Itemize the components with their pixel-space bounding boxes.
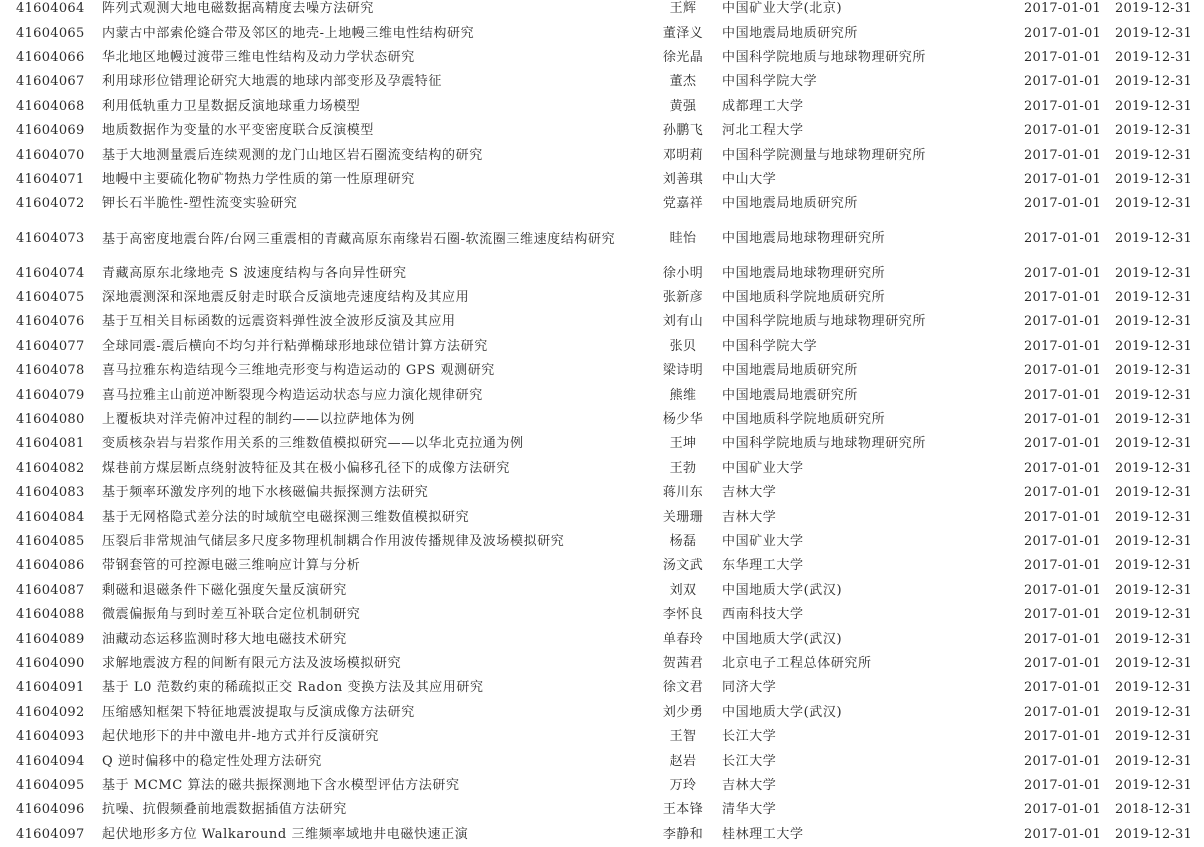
- principal-investigator: 刘有山: [662, 314, 704, 330]
- end-date: 2019-12-31: [1115, 231, 1192, 247]
- table-row: [0, 749, 1204, 773]
- project-title: 地幔中主要硫化物矿物热力学性质的第一性原理研究: [102, 171, 415, 187]
- principal-investigator: 贺茜君: [662, 655, 704, 671]
- end-date: 2019-12-31: [1115, 123, 1192, 139]
- project-title: 阵列式观测大地电磁数据高精度去噪方法研究: [102, 1, 375, 17]
- end-date: 2019-12-31: [1115, 387, 1192, 403]
- end-date: 2019-12-31: [1115, 485, 1192, 501]
- end-date: 2019-12-31: [1115, 655, 1192, 671]
- principal-investigator: 刘双: [669, 582, 697, 598]
- institution: 长江大学: [722, 753, 777, 769]
- principal-investigator: 邓明莉: [662, 147, 704, 163]
- project-code: 41604089: [16, 631, 85, 647]
- project-title: 喜马拉雅东构造结现今三维地壳形变与构造运动的 GPS 观测研究: [102, 363, 495, 379]
- project-title: 变质核杂岩与岩浆作用关系的三维数值模拟研究——以华北克拉通为例: [102, 436, 524, 452]
- institution: 长江大学: [722, 729, 777, 745]
- table-row: [0, 725, 1204, 749]
- project-title: 基于无网格隐式差分法的时域航空电磁探测三维数值模拟研究: [102, 509, 470, 525]
- project-code: 41604078: [16, 363, 85, 379]
- end-date: 2019-12-31: [1115, 49, 1192, 65]
- end-date: 2018-12-31: [1115, 802, 1192, 818]
- end-date: 2019-12-31: [1115, 25, 1192, 41]
- project-title: Q 逆时偏移中的稳定性处理方法研究: [102, 753, 322, 769]
- institution: 中国地质大学(武汉): [722, 582, 843, 598]
- project-title: 内蒙古中部索伦缝合带及邻区的地壳-上地幔三维电性结构研究: [102, 25, 475, 41]
- institution: 成都理工大学: [722, 98, 804, 114]
- table-row: [0, 359, 1204, 383]
- project-title: 基于高密度地震台阵/台网三重震相的青藏高原东南缘岩石圈-软流圈三维速度结构研究: [102, 231, 616, 247]
- principal-investigator: 蒋川东: [662, 485, 704, 501]
- project-title: 深地震测深和深地震反射走时联合反演地壳速度结构及其应用: [102, 290, 470, 306]
- table-row: [0, 774, 1204, 798]
- table-row: [0, 627, 1204, 651]
- start-date: 2017-01-01: [1024, 171, 1101, 187]
- start-date: 2017-01-01: [1024, 582, 1101, 598]
- project-code: 41604087: [16, 582, 85, 598]
- start-date: 2017-01-01: [1024, 74, 1101, 90]
- principal-investigator: 黄强: [669, 98, 697, 114]
- project-title: 油藏动态运移监测时移大地电磁技术研究: [102, 631, 347, 647]
- project-title: 基于 L0 范数约束的稀疏拟正交 Radon 变换方法及其应用研究: [102, 680, 484, 696]
- principal-investigator: 王坤: [669, 436, 697, 452]
- start-date: 2017-01-01: [1024, 558, 1101, 574]
- project-code: 41604072: [16, 196, 85, 212]
- end-date: 2019-12-31: [1115, 363, 1192, 379]
- table-row: [0, 823, 1204, 847]
- institution: 中国地震局地质研究所: [722, 363, 859, 379]
- institution: 吉林大学: [722, 777, 777, 793]
- end-date: 2019-12-31: [1115, 412, 1192, 428]
- project-code: 41604071: [16, 171, 85, 187]
- project-title: 华北地区地幔过渡带三维电性结构及动力学状态研究: [102, 49, 415, 65]
- project-code: 41604067: [16, 74, 85, 90]
- project-title: 压缩感知框架下特征地震波提取与反演成像方法研究: [102, 704, 415, 720]
- project-title: 起伏地形多方位 Walkaround 三维频率域地井电磁快速正演: [102, 826, 469, 842]
- institution: 中国矿业大学(北京): [722, 1, 843, 17]
- project-title: 青藏高原东北缘地壳 S 波速度结构与各向异性研究: [102, 265, 407, 281]
- start-date: 2017-01-01: [1024, 485, 1101, 501]
- start-date: 2017-01-01: [1024, 436, 1101, 452]
- table-row: [0, 21, 1204, 45]
- principal-investigator: 董泽义: [662, 25, 704, 41]
- end-date: 2019-12-31: [1115, 607, 1192, 623]
- end-date: 2019-12-31: [1115, 631, 1192, 647]
- project-title: 煤巷前方煤层断点绕射波特征及其在极小偏移孔径下的成像方法研究: [102, 460, 511, 476]
- principal-investigator: 熊维: [669, 387, 697, 403]
- project-code: 41604086: [16, 558, 85, 574]
- start-date: 2017-01-01: [1024, 534, 1101, 549]
- start-date: 2017-01-01: [1024, 98, 1101, 114]
- principal-investigator: 眭怡: [669, 231, 697, 247]
- end-date: 2019-12-31: [1115, 290, 1192, 306]
- table-row: [0, 0, 1204, 21]
- start-date: 2017-01-01: [1024, 196, 1101, 212]
- end-date: 2019-12-31: [1115, 729, 1192, 745]
- end-date: 2019-12-31: [1115, 147, 1192, 163]
- table-row: [0, 286, 1204, 310]
- end-date: 2019-12-31: [1115, 777, 1192, 793]
- end-date: 2019-12-31: [1115, 436, 1192, 452]
- project-title: 带钢套管的可控源电磁三维响应计算与分析: [102, 558, 361, 574]
- project-code: 41604094: [16, 753, 85, 769]
- table-row: [0, 262, 1204, 286]
- project-code: 41604096: [16, 802, 85, 818]
- principal-investigator: 董杰: [669, 74, 697, 90]
- institution: 中国地震局地球物理研究所: [722, 265, 886, 281]
- project-code: 41604084: [16, 509, 85, 525]
- project-title: 上覆板块对洋壳俯冲过程的制约——以拉萨地体为例: [102, 412, 415, 428]
- project-title: 压裂后非常规油气储层多尺度多物理机制耦合作用波传播规律及波场模拟研究: [102, 534, 565, 549]
- end-date: 2019-12-31: [1115, 196, 1192, 212]
- start-date: 2017-01-01: [1024, 25, 1101, 41]
- start-date: 2017-01-01: [1024, 753, 1101, 769]
- principal-investigator: 徐文君: [662, 680, 704, 696]
- end-date: 2019-12-31: [1115, 534, 1192, 549]
- end-date: 2019-12-31: [1115, 74, 1192, 90]
- end-date: 2019-12-31: [1115, 509, 1192, 525]
- start-date: 2017-01-01: [1024, 729, 1101, 745]
- project-code: 41604064: [16, 1, 85, 17]
- project-code: 41604092: [16, 704, 85, 720]
- project-title: 基于 MCMC 算法的磁共振探测地下含水模型评估方法研究: [102, 777, 460, 793]
- project-code: 41604075: [16, 290, 85, 306]
- start-date: 2017-01-01: [1024, 412, 1101, 428]
- principal-investigator: 党嘉祥: [662, 196, 704, 212]
- start-date: 2017-01-01: [1024, 607, 1101, 623]
- principal-investigator: 王智: [669, 729, 697, 745]
- institution: 中国地震局地质研究所: [722, 25, 859, 41]
- institution: 中国科学院地质与地球物理研究所: [722, 314, 927, 330]
- table-row: [0, 70, 1204, 94]
- table-row: [0, 652, 1204, 676]
- principal-investigator: 徐小明: [662, 265, 704, 281]
- project-code: 41604081: [16, 436, 85, 452]
- institution: 东华理工大学: [722, 558, 804, 574]
- institution: 中国科学院测量与地球物理研究所: [722, 147, 927, 163]
- table-row: [0, 119, 1204, 143]
- project-title: 利用低轨重力卫星数据反演地球重力场模型: [102, 98, 361, 114]
- table-row: [0, 335, 1204, 359]
- table-row: [0, 676, 1204, 700]
- principal-investigator: 王勃: [669, 460, 697, 476]
- start-date: 2017-01-01: [1024, 680, 1101, 696]
- end-date: 2019-12-31: [1115, 1, 1192, 17]
- table-row: [0, 798, 1204, 822]
- project-code: 41604068: [16, 98, 85, 114]
- principal-investigator: 张新彦: [662, 290, 704, 306]
- table-row: [0, 192, 1204, 216]
- institution: 同济大学: [722, 680, 777, 696]
- project-code: 41604069: [16, 123, 85, 139]
- start-date: 2017-01-01: [1024, 123, 1101, 139]
- table-row: [0, 217, 1204, 262]
- project-title: 基于互相关目标函数的远震资料弹性波全波形反演及其应用: [102, 314, 456, 330]
- table-row: [0, 432, 1204, 456]
- end-date: 2019-12-31: [1115, 171, 1192, 187]
- end-date: 2019-12-31: [1115, 338, 1192, 354]
- start-date: 2017-01-01: [1024, 338, 1101, 354]
- project-code: 41604080: [16, 412, 85, 428]
- end-date: 2019-12-31: [1115, 680, 1192, 696]
- project-title: 抗噪、抗假频叠前地震数据插值方法研究: [102, 802, 347, 818]
- institution: 桂林理工大学: [722, 826, 804, 842]
- project-title: 剩磁和退磁条件下磁化强度矢量反演研究: [102, 582, 347, 598]
- institution: 北京电子工程总体研究所: [722, 655, 872, 671]
- project-code: 41604074: [16, 265, 85, 281]
- project-title: 微震偏振角与到时差互补联合定位机制研究: [102, 607, 361, 623]
- table-row: [0, 481, 1204, 505]
- project-code: 41604082: [16, 460, 85, 476]
- project-title: 地质数据作为变量的水平变密度联合反演模型: [102, 123, 375, 139]
- institution: 中国矿业大学: [722, 460, 804, 476]
- project-code: 41604083: [16, 485, 85, 501]
- end-date: 2019-12-31: [1115, 558, 1192, 574]
- institution: 中国科学院大学: [722, 74, 818, 90]
- project-title: 喜马拉雅主山前逆冲断裂现今构造运动状态与应力演化规律研究: [102, 387, 483, 403]
- institution: 中国科学院地质与地球物理研究所: [722, 436, 927, 452]
- project-code: 41604095: [16, 777, 85, 793]
- project-code: 41604066: [16, 49, 85, 65]
- project-title: 起伏地形下的井中激电井-地方式并行反演研究: [102, 729, 379, 745]
- project-title: 钾长石半脆性-塑性流变实验研究: [102, 196, 298, 212]
- project-code: 41604091: [16, 680, 85, 696]
- start-date: 2017-01-01: [1024, 826, 1101, 842]
- end-date: 2019-12-31: [1115, 826, 1192, 842]
- table-row: [0, 554, 1204, 578]
- principal-investigator: 孙鹏飞: [662, 123, 704, 139]
- table-row: [0, 505, 1204, 529]
- table-row: [0, 168, 1204, 192]
- institution: 中国矿业大学: [722, 534, 804, 549]
- institution: 中国科学院地质与地球物理研究所: [722, 49, 927, 65]
- institution: 中国地震局地震研究所: [722, 387, 859, 403]
- principal-investigator: 王辉: [669, 1, 697, 17]
- end-date: 2019-12-31: [1115, 753, 1192, 769]
- end-date: 2019-12-31: [1115, 98, 1192, 114]
- principal-investigator: 梁诗明: [662, 363, 704, 379]
- project-code: 41604088: [16, 607, 85, 623]
- start-date: 2017-01-01: [1024, 460, 1101, 476]
- principal-investigator: 万玲: [669, 777, 697, 793]
- principal-investigator: 王本锋: [662, 802, 704, 818]
- institution: 中国科学院大学: [722, 338, 818, 354]
- principal-investigator: 汤文武: [662, 558, 704, 574]
- project-title: 利用球形位错理论研究大地震的地球内部变形及孕震特征: [102, 74, 443, 90]
- principal-investigator: 张贝: [669, 338, 697, 354]
- table-row: [0, 143, 1204, 167]
- start-date: 2017-01-01: [1024, 265, 1101, 281]
- institution: 西南科技大学: [722, 607, 804, 623]
- end-date: 2019-12-31: [1115, 265, 1192, 281]
- start-date: 2017-01-01: [1024, 802, 1101, 818]
- principal-investigator: 刘善琪: [662, 171, 704, 187]
- institution: 清华大学: [722, 802, 777, 818]
- project-code: 41604085: [16, 534, 85, 549]
- table-row: [0, 530, 1204, 554]
- principal-investigator: 刘少勇: [662, 704, 704, 720]
- institution: 中国地质大学(武汉): [722, 704, 843, 720]
- project-title: 求解地震波方程的间断有限元方法及波场模拟研究: [102, 655, 402, 671]
- principal-investigator: 关珊珊: [662, 509, 704, 525]
- end-date: 2019-12-31: [1115, 460, 1192, 476]
- project-code: 41604073: [16, 231, 85, 247]
- project-code: 41604090: [16, 655, 85, 671]
- start-date: 2017-01-01: [1024, 509, 1101, 525]
- institution: 中山大学: [722, 171, 777, 187]
- start-date: 2017-01-01: [1024, 1, 1101, 17]
- project-code: 41604070: [16, 147, 85, 163]
- principal-investigator: 单春玲: [662, 631, 704, 647]
- table-row: [0, 603, 1204, 627]
- table-row: [0, 579, 1204, 603]
- project-code: 41604079: [16, 387, 85, 403]
- table-row: [0, 408, 1204, 432]
- institution: 中国地质科学院地质研究所: [722, 412, 886, 428]
- project-title: 基于频率环激发序列的地下水核磁偏共振探测方法研究: [102, 485, 429, 501]
- principal-investigator: 杨磊: [669, 534, 697, 549]
- start-date: 2017-01-01: [1024, 231, 1101, 247]
- principal-investigator: 杨少华: [662, 412, 704, 428]
- table-row: [0, 457, 1204, 481]
- start-date: 2017-01-01: [1024, 314, 1101, 330]
- end-date: 2019-12-31: [1115, 582, 1192, 598]
- institution: 中国地质大学(武汉): [722, 631, 843, 647]
- start-date: 2017-01-01: [1024, 655, 1101, 671]
- start-date: 2017-01-01: [1024, 290, 1101, 306]
- start-date: 2017-01-01: [1024, 704, 1101, 720]
- institution: 河北工程大学: [722, 123, 804, 139]
- principal-investigator: 赵岩: [669, 753, 697, 769]
- table-row: [0, 701, 1204, 725]
- table-row: [0, 46, 1204, 70]
- project-code: 41604077: [16, 338, 85, 354]
- institution: 中国地震局地质研究所: [722, 196, 859, 212]
- project-code: 41604097: [16, 826, 85, 842]
- start-date: 2017-01-01: [1024, 49, 1101, 65]
- project-code: 41604065: [16, 25, 85, 41]
- end-date: 2019-12-31: [1115, 704, 1192, 720]
- start-date: 2017-01-01: [1024, 363, 1101, 379]
- project-title: 基于大地测量震后连续观测的龙门山地区岩石圈流变结构的研究: [102, 147, 483, 163]
- principal-investigator: 李静和: [662, 826, 704, 842]
- table-row: [0, 383, 1204, 407]
- institution: 吉林大学: [722, 509, 777, 525]
- start-date: 2017-01-01: [1024, 777, 1101, 793]
- start-date: 2017-01-01: [1024, 147, 1101, 163]
- institution: 吉林大学: [722, 485, 777, 501]
- start-date: 2017-01-01: [1024, 631, 1101, 647]
- project-code: 41604076: [16, 314, 85, 330]
- institution: 中国地震局地球物理研究所: [722, 231, 886, 247]
- project-code: 41604093: [16, 729, 85, 745]
- principal-investigator: 徐光晶: [662, 49, 704, 65]
- project-title: 全球同震-震后横向不均匀并行粘弹椭球形地球位错计算方法研究: [102, 338, 488, 354]
- principal-investigator: 李怀良: [662, 607, 704, 623]
- table-row: [0, 310, 1204, 334]
- table-row: [0, 95, 1204, 119]
- start-date: 2017-01-01: [1024, 387, 1101, 403]
- end-date: 2019-12-31: [1115, 314, 1192, 330]
- institution: 中国地质科学院地质研究所: [722, 290, 886, 306]
